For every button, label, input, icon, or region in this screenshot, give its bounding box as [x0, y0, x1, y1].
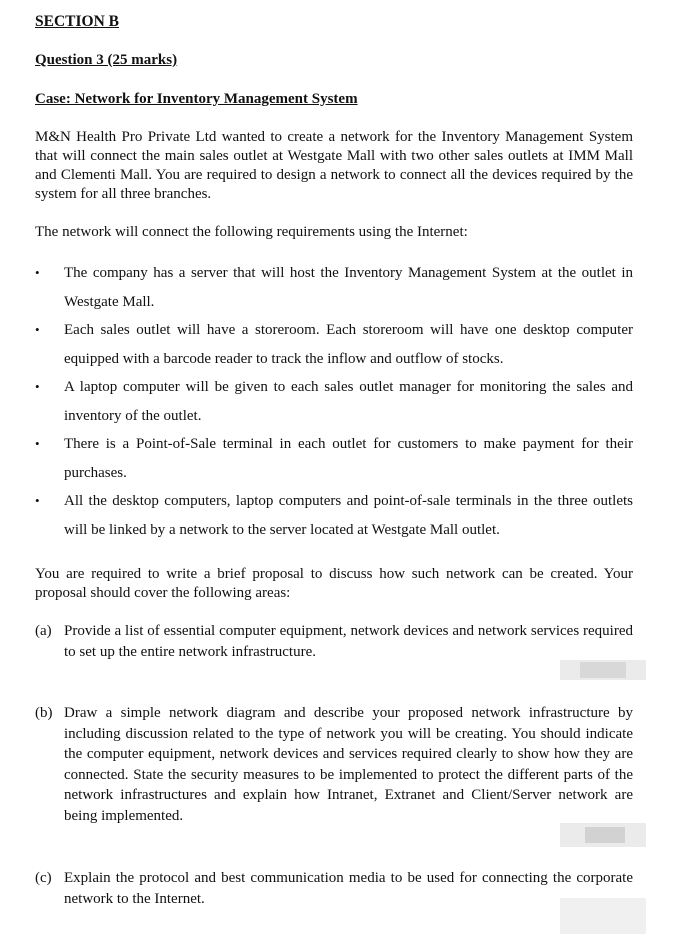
list-item-text: All the desktop computers, laptop computers and point-of-sale terminals in the three outlets will be linked by a network to the server located at Westgate Mall outlet. — [64, 493, 633, 538]
bullet-icon: • — [35, 436, 40, 451]
section-title: SECTION B — [35, 13, 119, 30]
redacted-marks-c — [560, 898, 646, 934]
intro-paragraph: M&N Health Pro Private Ltd wanted to create a network for the Inventory Management System that will connect the main sales outlet at Westgate Mall with two other sales outlets at IMM Mall and Clementi Mall. You are required to design a network to connect all the devices required by the system for all three branches. — [35, 129, 633, 202]
list-item — [35, 316, 633, 373]
blur-block — [585, 827, 625, 843]
question-label: (b) — [35, 705, 53, 721]
requirements-list — [35, 259, 633, 544]
list-item — [35, 373, 633, 430]
list-item-text: There is a Point-of-Sale terminal in each outlet for customers to make payment for their purchases. — [64, 436, 633, 481]
list-item-text: A laptop computer will be given to each sales outlet manager for monitoring the sales and inventory of the outlet. — [64, 379, 633, 424]
question-label: (a) — [35, 623, 52, 639]
question-label: (c) — [35, 870, 52, 886]
case-title: Case: Network for Inventory Management System — [35, 91, 358, 107]
question-b — [35, 703, 633, 826]
list-item — [35, 430, 633, 487]
question-title: Question 3 (25 marks) — [35, 52, 178, 68]
question-c — [35, 868, 633, 909]
list-item — [35, 487, 633, 544]
bullet-icon: • — [35, 379, 40, 394]
requirements-lead: The network will connect the following requirements using the Internet: — [35, 224, 468, 240]
list-item-text: Each sales outlet will have a storeroom. Each storeroom will have one desktop computer equipped with a barcode reader to track the inflow and outflow of stocks. — [64, 322, 633, 367]
question-text: Provide a list of essential computer equipment, network devices and network services required to set up the entire network infrastructure. — [64, 623, 633, 660]
question-text: Draw a simple network diagram and describe your proposed network infrastructure by including discussion related to the type of network you will be creating. You should indicate the computer equipment, network devices and services required clearly to show how they are connected. State the security measures to be implemented to protect the different parts of the network infrastructures and explain how Intranet, Extranet and Client/Server network are being implemented. — [64, 705, 633, 824]
question-a — [35, 621, 633, 662]
list-item-text: The company has a server that will host the Inventory Management System at the outlet in Westgate Mall. — [64, 265, 633, 310]
bullet-icon: • — [35, 265, 40, 280]
question-text: Explain the protocol and best communication media to be used for connecting the corporate network to the Internet. — [64, 870, 633, 907]
blur-block — [580, 662, 626, 678]
proposal-instructions: You are required to write a brief proposal to discuss how such network can be created. Your proposal should cover the following areas: — [35, 566, 633, 601]
list-item — [35, 259, 633, 316]
bullet-icon: • — [35, 322, 40, 337]
redacted-marks-a — [560, 660, 646, 680]
bullet-icon: • — [35, 493, 40, 508]
redacted-marks-b — [560, 823, 646, 847]
